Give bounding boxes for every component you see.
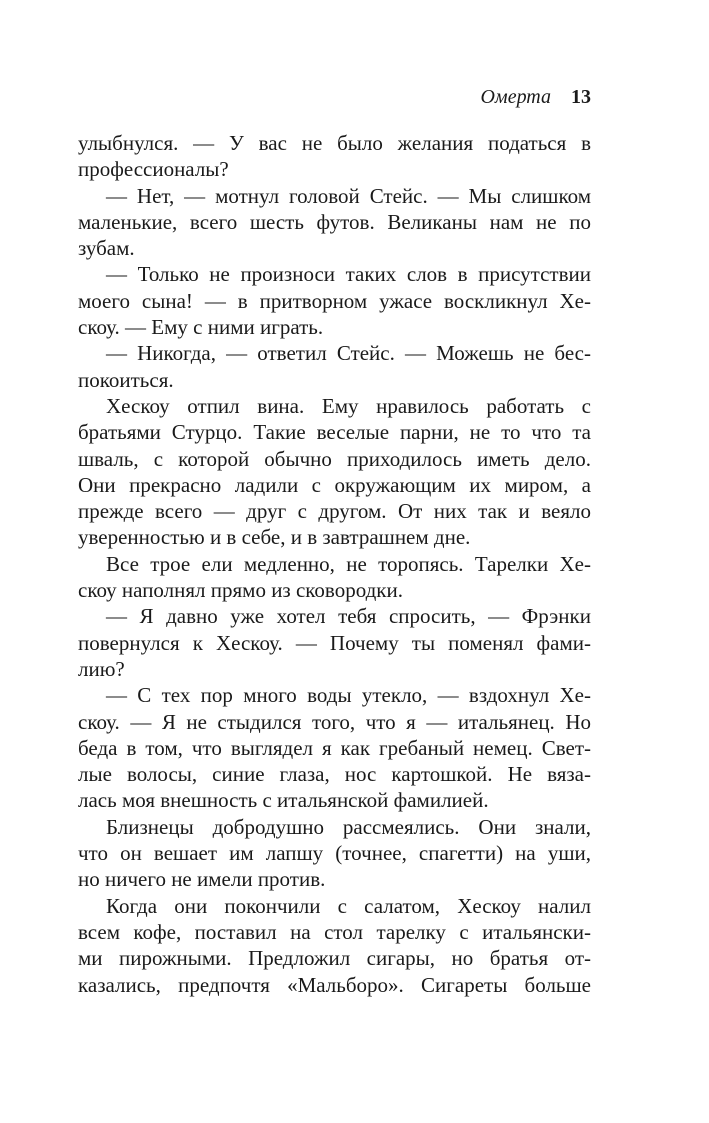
text-line: казались, предпочтя «Мальборо». Сигареты больше — [78, 972, 591, 997]
text-line: маленькие, всего шесть футов. Великаны нам не по — [78, 209, 591, 234]
text-line: Когда они покончили с салатом, Хескоу налил — [106, 893, 591, 918]
text-line: лию? — [78, 656, 125, 681]
text-line: уверенностью и в себе, и в завтрашнем дне. — [78, 525, 471, 550]
text-line: но ничего не имели против. — [78, 867, 326, 892]
text-line: скоу. — Ему с ними играть. — [78, 315, 324, 340]
text-line: — С тех пор много воды утекло, — вздохнул Хе- — [106, 683, 591, 708]
text-line: ми пирожными. Предложил сигары, но братья от- — [78, 946, 591, 971]
text-line: беда в том, что выглядел я как гребаный немец. Свет- — [78, 735, 591, 760]
text-line: улыбнулся. — У вас не было желания податься в — [78, 131, 591, 155]
text-line: скоу наполнял прямо из сковородки. — [78, 578, 403, 603]
text-line: лые волосы, синие глаза, нос картошкой. Не вяза- — [78, 762, 591, 787]
text-line: Хескоу отпил вина. Ему нравилось работать с — [106, 393, 591, 418]
text-line: что он вешает им лапшу (точнее, спагетти) на уши, — [78, 841, 591, 866]
text-line: Близнецы добродушно рассмеялись. Они знали, — [106, 814, 591, 839]
text-line: — Я давно уже хотел тебя спросить, — Фрэнки — [106, 604, 591, 629]
text-line: моего сына! — в притворном ужасе воскликнул Хе- — [78, 288, 591, 313]
page-number: 13 — [571, 86, 591, 108]
text-line: профессионалы? — [78, 157, 229, 182]
text-line: повернулся к Хескоу. — Почему ты поменял фами- — [78, 630, 591, 655]
body-text — [78, 130, 591, 998]
text-line: Они прекрасно ладили с окружающим их миром, а — [78, 472, 591, 497]
text-line: всем кофе, поставил на стол тарелку с итальянски- — [78, 919, 591, 944]
running-header — [480, 86, 591, 109]
text-line: покоиться. — [78, 367, 174, 392]
text-line: братьями Стурцо. Такие веселые парни, не то что та — [78, 420, 591, 445]
text-line: шваль, с которой обычно приходилось иметь дело. — [78, 446, 591, 471]
text-line: — Никогда, — ответил Стейс. — Можешь не бес- — [106, 341, 591, 366]
text-line: лась моя внешность с итальянской фамилией. — [78, 788, 489, 813]
text-line: — Только не произноси таких слов в присутствии — [106, 262, 591, 287]
running-header-title: Омерта — [480, 86, 551, 108]
text-line: Все трое ели медленно, не торопясь. Тарелки Хе- — [106, 551, 591, 576]
text-line: — Нет, — мотнул головой Стейс. — Мы слишком — [106, 183, 591, 208]
text-line: скоу. — Я не стыдился того, что я — итальянец. Но — [78, 709, 591, 734]
text-line: прежде всего — друг с другом. От них так и веяло — [78, 499, 591, 524]
text-line: зубам. — [78, 236, 135, 261]
